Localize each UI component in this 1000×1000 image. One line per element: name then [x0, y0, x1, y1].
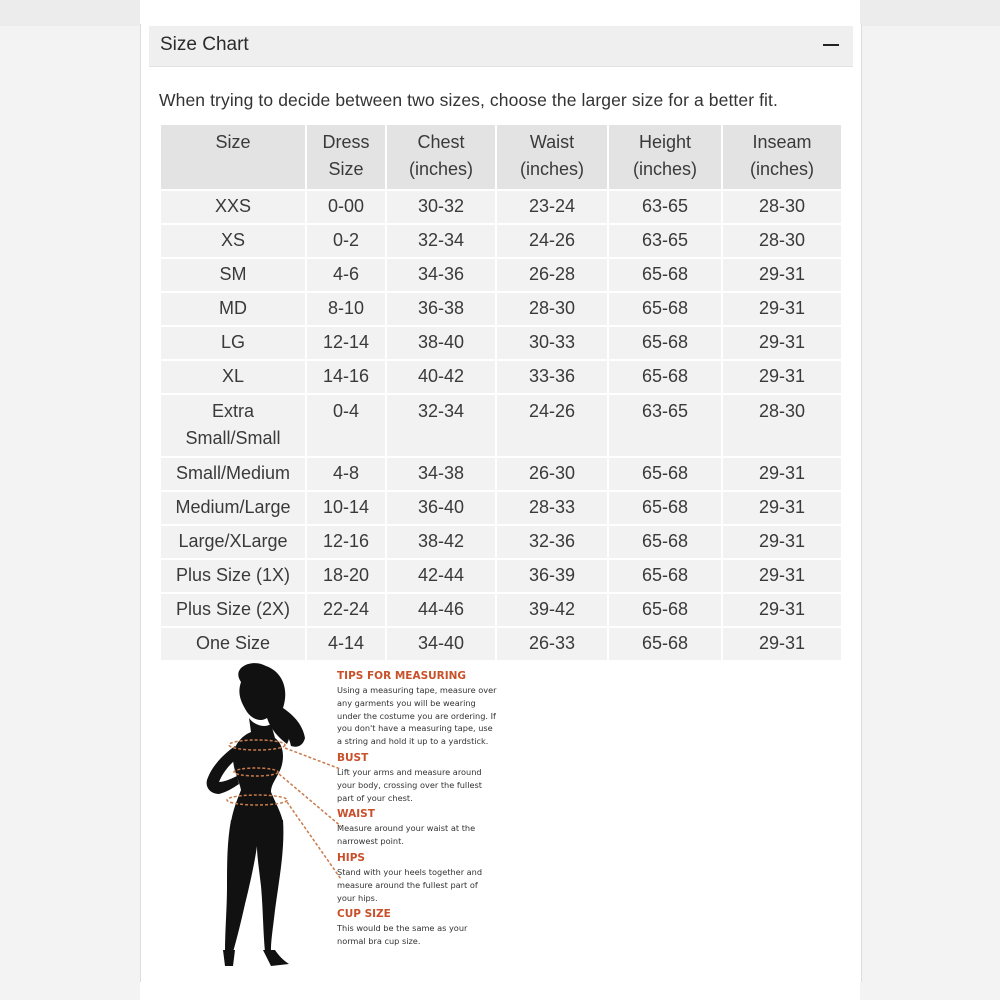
bottom-bar — [0, 982, 1000, 1000]
tip-title-waist: WAIST — [337, 808, 375, 821]
size-cell — [160, 224, 306, 258]
table-cell: 34-40 — [386, 627, 496, 661]
table-header-row — [160, 124, 842, 190]
header-line: (inches) — [519, 159, 585, 179]
table-body — [160, 190, 842, 661]
table-row — [160, 559, 842, 593]
woman-silhouette-icon — [171, 660, 341, 970]
table-cell: 65-68 — [608, 593, 722, 627]
table-row — [160, 292, 842, 326]
table-cell: 26-28 — [496, 258, 608, 292]
table-cell: 65-68 — [608, 292, 722, 326]
header-chest — [386, 124, 496, 190]
size-label-line: LG — [220, 332, 245, 352]
header-line: Chest — [417, 132, 465, 152]
size-cell — [160, 457, 306, 491]
size-chart-accordion-header[interactable] — [149, 26, 853, 67]
table-row — [160, 593, 842, 627]
table-cell: 65-68 — [608, 525, 722, 559]
table-row — [160, 326, 842, 360]
table-cell: 65-68 — [608, 627, 722, 661]
header-line: Inseam — [752, 132, 812, 152]
table-cell: 36-39 — [496, 559, 608, 593]
table-cell: 8-10 — [306, 292, 386, 326]
size-cell — [160, 525, 306, 559]
header-size — [160, 124, 306, 190]
table-row — [160, 360, 842, 394]
size-cell — [160, 559, 306, 593]
tip-text-cup-size: This would be the same as your normal bra cup size. — [337, 923, 468, 947]
size-label-line: XS — [220, 230, 245, 250]
size-cell — [160, 190, 306, 224]
size-cell — [160, 258, 306, 292]
size-table — [159, 123, 843, 662]
table-cell: 32-34 — [386, 394, 496, 457]
table-cell: 65-68 — [608, 360, 722, 394]
table-cell: 44-46 — [386, 593, 496, 627]
table-cell: 42-44 — [386, 559, 496, 593]
table-cell: 63-65 — [608, 224, 722, 258]
header-line: (inches) — [408, 159, 474, 179]
table-cell: 12-14 — [306, 326, 386, 360]
table-cell: 29-31 — [722, 326, 842, 360]
tip-text-bust: Lift your arms and measure around your body, crossing over the fullest part of your chest. — [337, 766, 482, 803]
measuring-guide — [159, 652, 659, 982]
table-cell: 29-31 — [722, 559, 842, 593]
size-cell — [160, 394, 306, 457]
table-row — [160, 190, 842, 224]
table-cell: 29-31 — [722, 360, 842, 394]
table-cell: 32-34 — [386, 224, 496, 258]
table-cell: 39-42 — [496, 593, 608, 627]
table-cell: 29-31 — [722, 525, 842, 559]
size-cell — [160, 491, 306, 525]
table-cell: 29-31 — [722, 491, 842, 525]
table-cell: 26-33 — [496, 627, 608, 661]
table-cell: 30-32 — [386, 190, 496, 224]
table-cell: 34-38 — [386, 457, 496, 491]
tip-title-hips: HIPS — [337, 851, 365, 864]
tips-heading: TIPS FOR MEASURING — [337, 670, 467, 682]
size-label-line: Small/Medium — [175, 463, 291, 483]
size-label-line: Plus Size (2X) — [175, 599, 291, 619]
table-cell: 14-16 — [306, 360, 386, 394]
header-line: Dress — [322, 132, 370, 152]
table-cell: 0-00 — [306, 190, 386, 224]
tip-title-cup-size: CUP SIZE — [337, 908, 391, 921]
size-label-line: MD — [219, 298, 247, 318]
table-cell: 29-31 — [722, 593, 842, 627]
tip-text-hips: Stand with your heels together and measure around the fullest part of your hips. — [337, 866, 483, 903]
table-cell: 65-68 — [608, 457, 722, 491]
table-cell: 63-65 — [608, 394, 722, 457]
size-chart-panel — [140, 24, 862, 982]
size-cell — [160, 292, 306, 326]
table-cell: 28-30 — [722, 224, 842, 258]
table-cell: 4-14 — [306, 627, 386, 661]
table-cell: 65-68 — [608, 559, 722, 593]
size-label-line: Small/Small — [185, 428, 281, 448]
table-cell: 32-36 — [496, 525, 608, 559]
table-cell: 0-4 — [306, 394, 386, 457]
size-label-line: Large/XLarge — [178, 531, 288, 551]
header-dress-size — [306, 124, 386, 190]
size-label-line: SM — [219, 264, 247, 284]
size-label-line: Extra — [211, 401, 254, 421]
table-cell: 29-31 — [722, 292, 842, 326]
table-cell: 4-6 — [306, 258, 386, 292]
table-row — [160, 525, 842, 559]
size-label-line: XXS — [214, 196, 252, 216]
table-cell: 34-36 — [386, 258, 496, 292]
measuring-tips — [337, 670, 497, 952]
table-cell: 24-26 — [496, 224, 608, 258]
table-cell: 22-24 — [306, 593, 386, 627]
size-label-line: Medium/Large — [175, 497, 291, 517]
tips-intro: Using a measuring tape, measure over any garments you will be wearing under the costume you are ordering. If you don't have a measuring tape, use a string and hold it up to a yardstick. — [337, 685, 497, 747]
header-line: Size — [328, 159, 364, 179]
table-cell: 36-40 — [386, 491, 496, 525]
size-cell — [160, 360, 306, 394]
table-cell: 29-31 — [722, 457, 842, 491]
table-row — [160, 224, 842, 258]
table-cell: 28-30 — [722, 394, 842, 457]
table-cell: 63-65 — [608, 190, 722, 224]
header-line: Waist — [529, 132, 575, 152]
size-cell — [160, 326, 306, 360]
header-waist — [496, 124, 608, 190]
header-inseam — [722, 124, 842, 190]
fit-note: When trying to decide between two sizes, choose the larger size for a better fit. — [159, 90, 778, 110]
table-cell: 30-33 — [496, 326, 608, 360]
size-label-line: One Size — [195, 633, 271, 653]
table-row — [160, 491, 842, 525]
size-cell — [160, 593, 306, 627]
accordion-title: Size Chart — [160, 34, 249, 55]
table-cell: 28-33 — [496, 491, 608, 525]
size-label-line: Plus Size (1X) — [175, 565, 291, 585]
tip-title-bust: BUST — [337, 751, 369, 764]
table-cell: 65-68 — [608, 258, 722, 292]
table-cell: 36-38 — [386, 292, 496, 326]
header-line: (inches) — [749, 159, 815, 179]
table-cell: 12-16 — [306, 525, 386, 559]
table-cell: 38-40 — [386, 326, 496, 360]
size-label-line: XL — [221, 366, 245, 386]
table-row — [160, 457, 842, 491]
header-height — [608, 124, 722, 190]
table-cell: 23-24 — [496, 190, 608, 224]
top-bar — [0, 0, 1000, 26]
header-line: Size — [215, 132, 251, 152]
table-cell: 28-30 — [722, 190, 842, 224]
table-cell: 65-68 — [608, 491, 722, 525]
table-cell: 29-31 — [722, 258, 842, 292]
table-cell: 28-30 — [496, 292, 608, 326]
table-cell: 0-2 — [306, 224, 386, 258]
table-cell: 33-36 — [496, 360, 608, 394]
table-cell: 4-8 — [306, 457, 386, 491]
table-row — [160, 258, 842, 292]
table-cell: 26-30 — [496, 457, 608, 491]
header-line: (inches) — [632, 159, 698, 179]
table-cell: 10-14 — [306, 491, 386, 525]
tip-text-waist: Measure around your waist at the narrowest point. — [337, 823, 476, 847]
table-cell: 24-26 — [496, 394, 608, 457]
header-line: Height — [638, 132, 692, 152]
table-cell: 29-31 — [722, 627, 842, 661]
table-row — [160, 394, 842, 457]
table-cell: 40-42 — [386, 360, 496, 394]
table-cell: 65-68 — [608, 326, 722, 360]
minus-icon[interactable] — [823, 44, 839, 46]
table-cell: 18-20 — [306, 559, 386, 593]
table-cell: 38-42 — [386, 525, 496, 559]
